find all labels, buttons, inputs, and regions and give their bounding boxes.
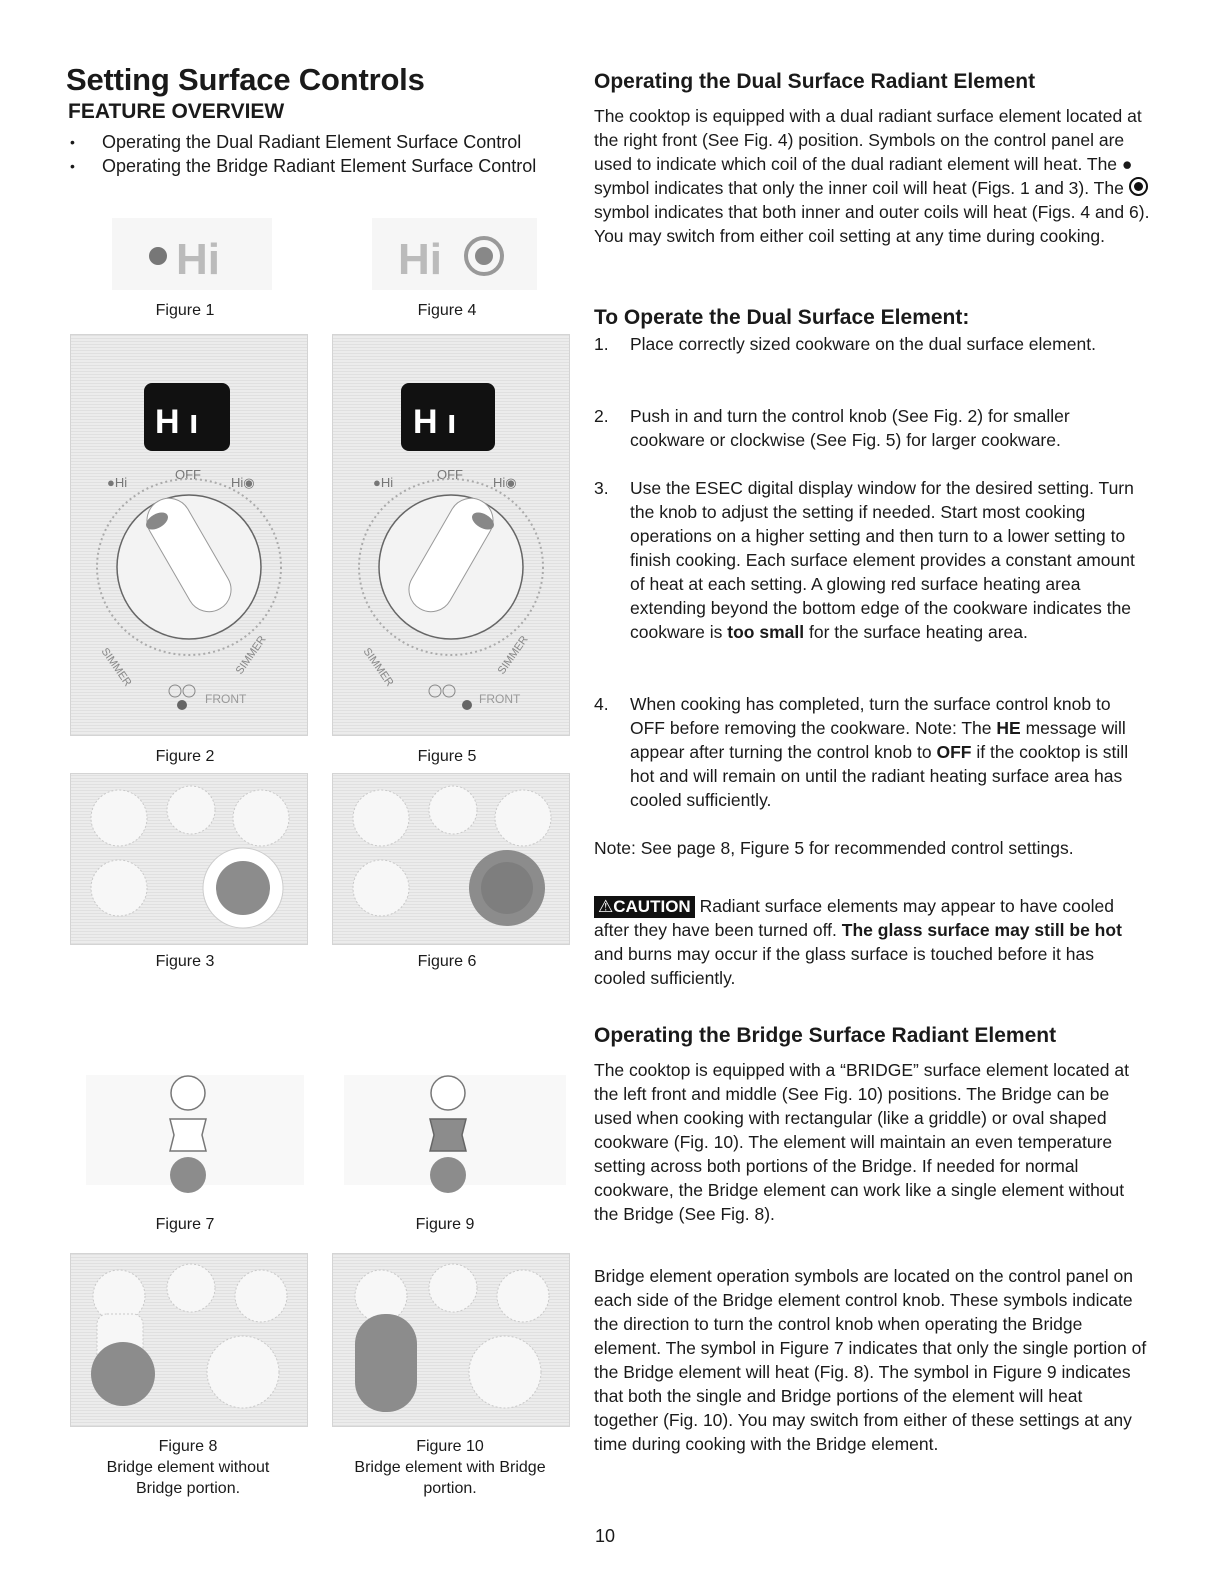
figure-3-caption: Figure 3 xyxy=(155,953,215,970)
feature-overview-list xyxy=(66,130,566,178)
position-dot-icon xyxy=(177,700,187,710)
dual-element-heading: Operating the Dual Surface Radiant Element xyxy=(594,70,1036,93)
figure-6-cooktop xyxy=(332,773,570,945)
off-setting: OFF xyxy=(936,742,972,762)
step-2 xyxy=(594,404,1148,452)
dual-coil-icon xyxy=(1129,177,1148,196)
caution-emphasis: The glass surface may still be hot xyxy=(841,920,1122,940)
label-dual-hi: Hi◉ xyxy=(493,475,517,490)
figure-10-desc-line2: portion. xyxy=(423,1480,477,1497)
step-3 xyxy=(594,476,1150,644)
figure-8-label: Figure 8 xyxy=(158,1438,218,1455)
label-simmer-left: SIMMER xyxy=(360,645,396,689)
figure-10-caption xyxy=(330,1436,570,1499)
figure-7-caption: Figure 7 xyxy=(155,1216,215,1233)
figure-8-cooktop xyxy=(70,1253,308,1427)
bridge-element-hot xyxy=(355,1314,417,1412)
page-number: 10 xyxy=(595,1526,616,1546)
bridge-description-1: The cooktop is equipped with a “BRIDGE” surface element located at the left front and middle (See Fig. 10) positions. The Bridge can be used when cooking with rectangular (like a griddle) or oval shaped cookware (Fig. 10). The element will maintain an even temperature setting across both portions of the Bridge. If needed for normal cookware, the Bridge element can work like a single element without the Bridge (See Fig. 8). xyxy=(594,1060,1129,1224)
label-inner-hi: ●Hi xyxy=(107,475,128,490)
display-readout: H ı xyxy=(413,403,457,441)
bridge-portion-filled-icon xyxy=(430,1119,466,1151)
bridge-portion-outline-icon xyxy=(170,1119,206,1151)
single-element-hot xyxy=(91,1342,155,1406)
step-text-end: if the cooktop is still hot and will remain on until the radiant heating surface area has cooled sufficiently. xyxy=(630,742,1129,810)
figure-10-label: Figure 10 xyxy=(416,1438,484,1455)
label-simmer-right: SIMMER xyxy=(233,633,269,677)
figure-2-control-panel xyxy=(70,334,308,736)
dual-para-part-a: The cooktop is equipped with a dual radiant surface element located at the right front (See Fig. 4) position. Symbols on the control panel are used to indicate which coil of the dual radiant element will heat. The xyxy=(594,106,1142,174)
step-number: 2. xyxy=(594,406,609,426)
bridge-element-heading: Operating the Bridge Surface Radiant Element xyxy=(594,1024,1057,1047)
label-dual-hi: Hi◉ xyxy=(231,475,255,490)
single-portion-icon xyxy=(431,1076,465,1110)
figure-9-caption: Figure 9 xyxy=(415,1216,475,1233)
section-subtitle: FEATURE OVERVIEW xyxy=(68,100,285,123)
page-title: Setting Surface Controls xyxy=(66,62,425,97)
operate-steps xyxy=(594,332,1150,812)
warning-icon: ⚠ xyxy=(598,897,614,916)
step-text: Use the ESEC digital display window for the desired setting. Turn the knob to adjust the setting if needed. Start most cooking operations on a higher setting and then turn to a lower setting to finish cooking. Each surface element provides a constant amount of heat at each setting. A glowing red surface heating area extending beyond the bottom edge of the cookware indicates the cookware is xyxy=(630,478,1135,642)
step-number: 4. xyxy=(594,694,609,714)
caution-text: Radiant surface elements may appear to have cooled after they have been turned off. xyxy=(594,896,1114,940)
figure-8-desc-line1: Bridge element without xyxy=(106,1459,270,1476)
figure-4-symbol xyxy=(372,218,537,290)
figure-4-caption: Figure 4 xyxy=(417,302,477,319)
figure-7-symbol xyxy=(86,1065,304,1200)
operate-heading: To Operate the Dual Surface Element: xyxy=(594,306,970,329)
he-message: HE xyxy=(996,718,1021,738)
dual-para-part-b: symbol indicates that only the inner coil will heat (Figs. 1 and 3). The xyxy=(594,178,1124,198)
figure-5-control-panel xyxy=(332,334,570,736)
inner-coil-dot-icon xyxy=(149,247,167,265)
label-simmer-left: SIMMER xyxy=(98,645,134,689)
figure-5-caption: Figure 5 xyxy=(417,748,477,765)
heated-element-icon xyxy=(430,1157,466,1193)
figure-8-caption xyxy=(80,1436,296,1499)
step-4 xyxy=(594,692,1150,812)
caution-label: CAUTION xyxy=(613,897,691,916)
label-off: OFF xyxy=(175,467,201,482)
display-readout: H ı xyxy=(155,403,199,441)
step-text-end: for the surface heating area. xyxy=(808,622,1028,642)
figure-9-symbol xyxy=(344,1065,566,1200)
step-1 xyxy=(594,332,1130,356)
figure-6-caption: Figure 6 xyxy=(417,953,477,970)
hi-text: Hi xyxy=(398,235,442,284)
label-inner-hi: ●Hi xyxy=(373,475,394,490)
label-front: FRONT xyxy=(205,692,247,706)
figure-8-desc-line2: Bridge portion. xyxy=(135,1480,241,1497)
label-front: FRONT xyxy=(479,692,521,706)
step-text: When cooking has completed, turn the surface control knob to OFF before removing the cookware. Note: The xyxy=(630,694,1111,738)
figure-1-symbol xyxy=(112,218,272,290)
figure-10-desc-line1: Bridge element with Bridge xyxy=(354,1459,546,1476)
inner-coil-dot-icon: ● xyxy=(1121,154,1133,174)
caution-text-end: and burns may occur if the glass surface is touched before it has cooled sufficiently. xyxy=(594,944,1094,988)
caution-badge xyxy=(594,896,695,918)
step-emphasis: too small xyxy=(727,622,805,642)
dual-element-inner-hot xyxy=(481,862,533,914)
step-text-mid: message will appear after turning the control knob to xyxy=(630,718,1126,762)
dual-para-part-c: symbol indicates that both inner and outer coils will heat (Figs. 4 and 6). You may switch from either coil setting at any time during cooking. xyxy=(594,202,1150,246)
hi-text: Hi xyxy=(176,235,220,284)
list-item: • Operating the Dual Radiant Element Surface Control xyxy=(66,130,566,154)
position-dot-icon xyxy=(462,700,472,710)
figure-10-cooktop xyxy=(332,1253,570,1427)
step-number: 3. xyxy=(594,478,609,498)
step-text: Place correctly sized cookware on the dual surface element. xyxy=(630,334,1096,354)
dual-element-inner-hot xyxy=(216,861,270,915)
bridge-description-2: Bridge element operation symbols are located on the control panel on each side of the Bridge element control knob. These symbols indicate the direction to turn the control knob when operating the Bridge element. The symbol in Figure 7 indicates that only the single portion of the Bridge element will heat (Fig. 8). The symbol in Figure 9 indicates that both the single and Bridge portions of the element will heat together (Fig. 10). You may switch from either of these settings at any time during cooking with the Bridge element. xyxy=(594,1266,1147,1454)
dual-element-description xyxy=(594,104,1150,248)
heated-element-icon xyxy=(170,1157,206,1193)
label-off: OFF xyxy=(437,467,463,482)
single-portion-icon xyxy=(171,1076,205,1110)
step-text: Push in and turn the control knob (See Fig. 2) for smaller cookware or clockwise (See Fig. 5) for larger cookware. xyxy=(630,406,1070,450)
figure-3-cooktop xyxy=(70,773,308,945)
caution-box xyxy=(594,894,1134,990)
list-item: • Operating the Bridge Radiant Element Surface Control xyxy=(66,154,542,178)
figure-1-caption: Figure 1 xyxy=(155,302,215,319)
settings-note: Note: See page 8, Figure 5 for recommended control settings. xyxy=(594,838,1074,858)
figure-2-caption: Figure 2 xyxy=(155,748,215,765)
step-number: 1. xyxy=(594,334,609,354)
label-simmer-right: SIMMER xyxy=(495,633,531,677)
